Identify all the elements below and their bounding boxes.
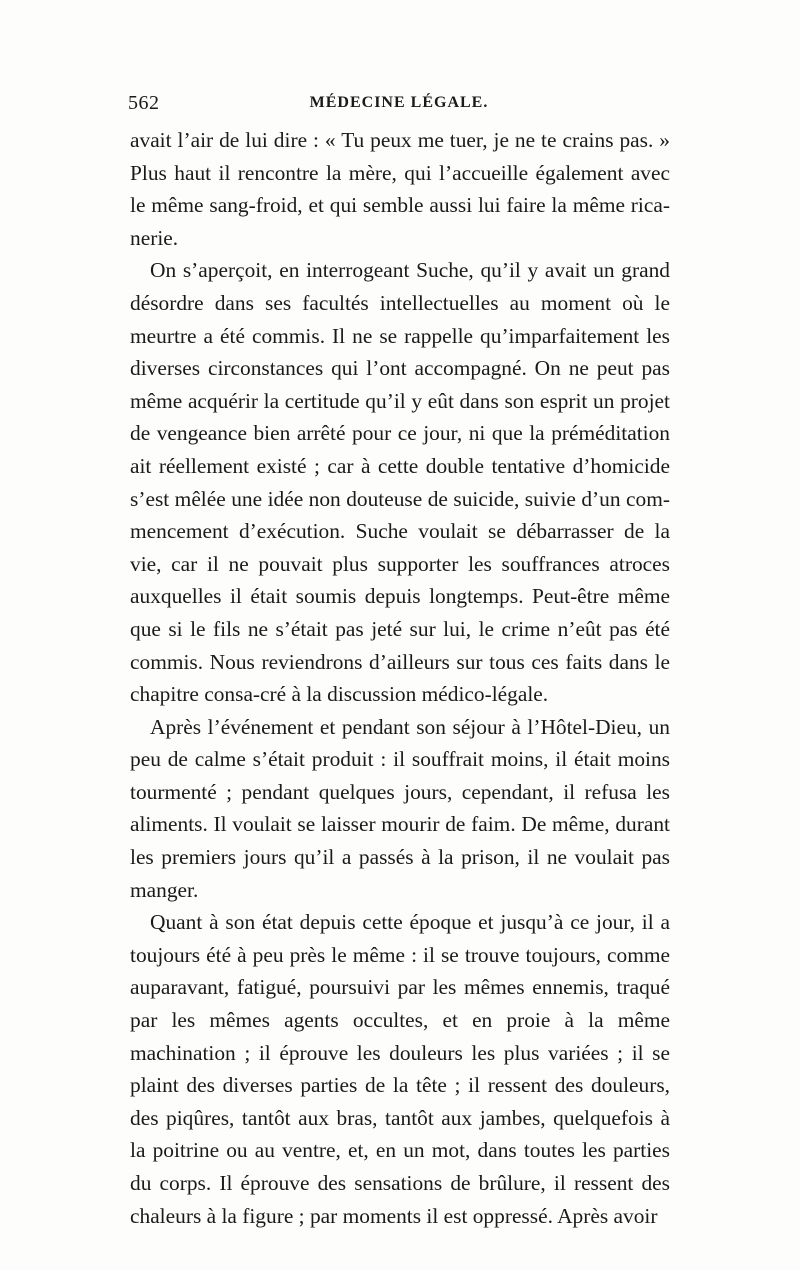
- running-head: [128, 92, 670, 116]
- body-text: [130, 124, 670, 1232]
- paragraph-2: On s’aperçoit, en interrogeant Suche, qu’il y avait un grand désordre dans ses facultés intellectuelles au moment où le meurtre a été commis. Il ne se rappelle qu’imparfaitement les diverses circonstances qui l’ont accompagné. On ne peut pas même acquérir la certitude qu’il y eût dans son esprit un projet de vengeance bien arrêté pour ce jour, ni que la préméditation ait réellement existé ; car à cette double tentative d’homicide s’est mêlée une idée non douteuse de suicide, suivie d’un com-mencement d’exécution. Suche voulait se débarrasser de la vie, car il ne pouvait plus supporter les souffrances atroces auxquelles il était soumis depuis longtemps. Peut-être même que si le fils ne s’était pas jeté sur lui, le crime n’eût pas été commis. Nous reviendrons d’ailleurs sur tous ces faits dans le chapitre consa-cré à la discussion médico-légale.: [130, 258, 670, 707]
- running-title: MÉDECINE LÉGALE.: [309, 94, 489, 111]
- paragraph-3: Après l’événement et pendant son séjour à l’Hôtel-Dieu, un peu de calme s’était produit : il souffrait moins, il était moins tourmenté ; pendant quelques jours, cependant, il refusa les aliments. Il voulait se laisser mourir de faim. De même, durant les premiers jours qu’il a passés à la prison, il ne voulait pas manger.: [130, 714, 670, 902]
- paragraph-4: Quant à son état depuis cette époque et jusqu’à ce jour, il a toujours été à peu près le même : il se trouve toujours, comme auparavant, fatigué, poursuivi par les mêmes ennemis, traqué par les mêmes agents occultes, et en proie à la même machination ; il éprouve les douleurs les plus variées ; il se plaint des diverses parties de la tête ; il ressent des douleurs, des piqûres, tantôt aux bras, tantôt aux jambes, quelquefois à la poitrine ou au ventre, et, en un mot, dans toutes les parties du corps. Il éprouve des sensations de brûlure, il ressent des chaleurs à la figure ; par moments il est oppressé. Après avoir: [130, 910, 670, 1228]
- paragraph-1: avait l’air de lui dire : « Tu peux me tuer, je ne te crains pas. » Plus haut il rencontre la mère, qui l’accueille également avec le même sang-froid, et qui semble aussi lui faire la même rica-nerie.: [130, 128, 670, 250]
- page-number: 562: [128, 92, 160, 114]
